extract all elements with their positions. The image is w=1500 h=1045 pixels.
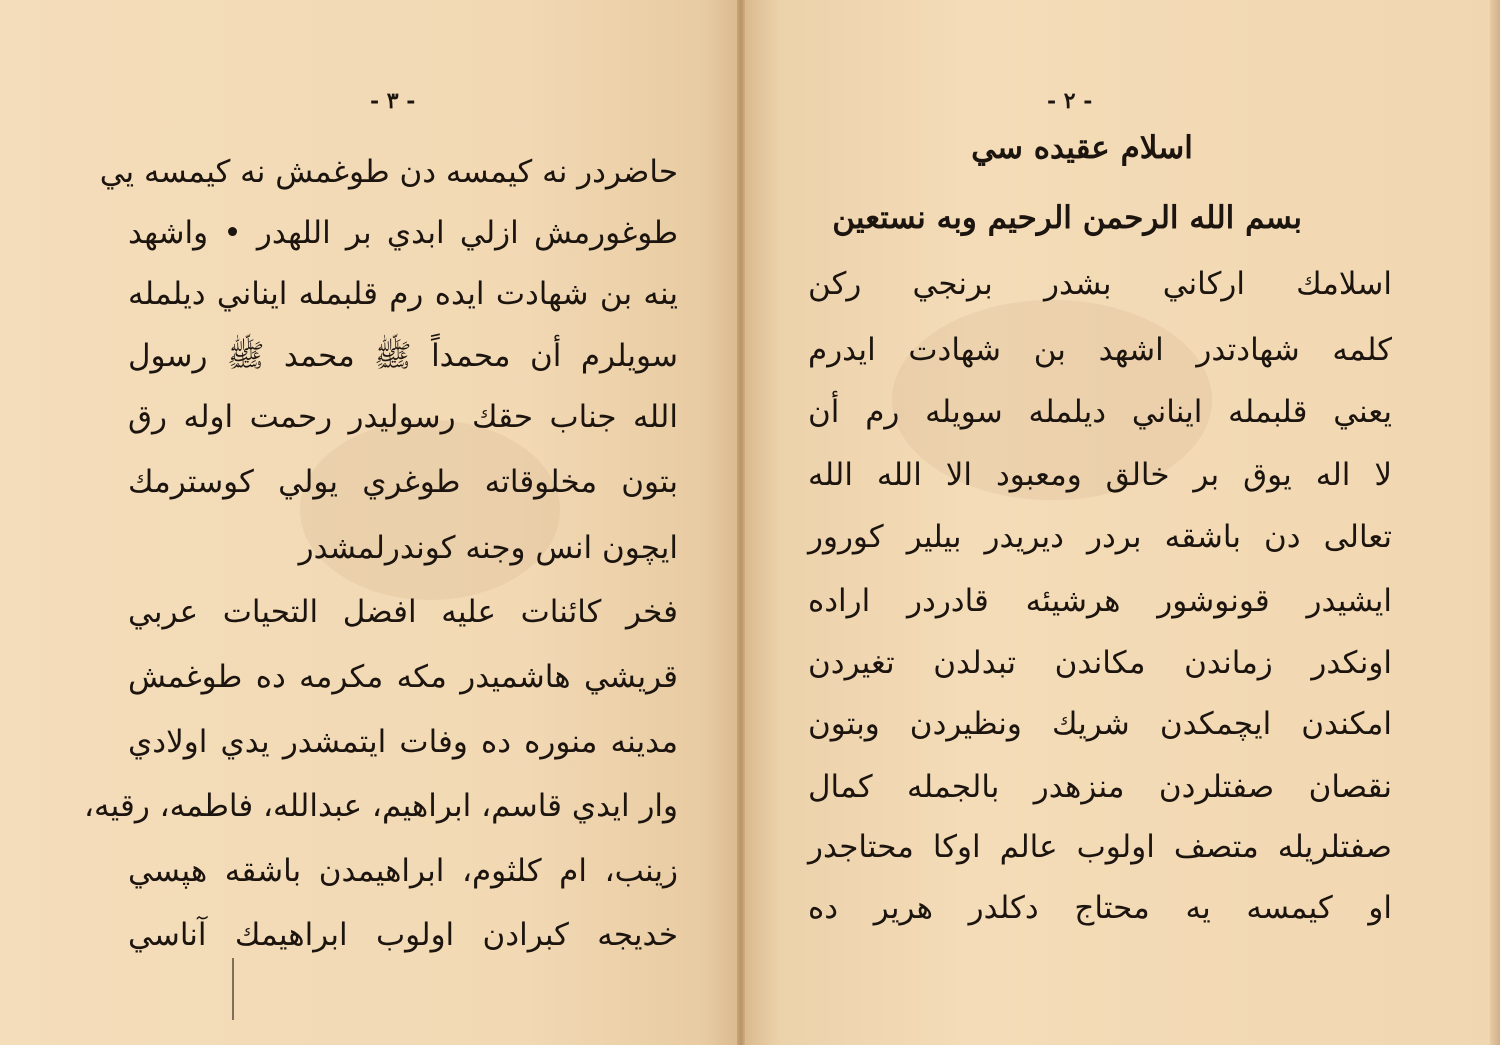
chapter-title: اسلام عقيده سي <box>971 130 1193 166</box>
text-line-right-7: اونكدر زماندن مكاندن تبدلدن تغيردن <box>808 645 1392 681</box>
book-gutter <box>737 0 745 1045</box>
pencil-mark <box>232 958 234 1020</box>
text-line-left-9: قريشي هاشميدر مكه مكرمه ده طوغمش <box>128 659 678 695</box>
text-line-left-3: ينه بن شهادت ايده رم قلبمله ايناني ديلمله <box>128 276 678 312</box>
text-line-left-11: وار ايدي قاسم، ابراهيم، عبدالله، فاطمه، رقيه، <box>84 788 678 824</box>
page-number-left: - ٣ - <box>370 88 416 114</box>
text-line-left-1: حاضردر نه كيمسه دن طوغمش نه كيمسه يي <box>99 154 678 190</box>
text-line-right-4: لا اله يوق بر خالق ومعبود الا الله الله <box>808 457 1392 493</box>
text-line-left-5: الله جناب حقك رسوليدر رحمت اوله رق <box>128 399 678 435</box>
text-line-left-2: طوغورمش ازلي ابدي بر اللهدر • واشهد <box>128 215 678 251</box>
text-line-right-9: نقصان صفتلردن منزهدر بالجمله كمال <box>808 769 1392 805</box>
text-line-left-13: خديجه كبرادن اولوب ابراهيمك آناسي <box>128 917 678 953</box>
right-page <box>742 0 1500 1045</box>
basmala: بسم الله الرحمن الرحيم وبه نستعين <box>832 200 1302 236</box>
text-line-left-7: ايچون انس وجنه كوندرلمشدر <box>298 530 678 566</box>
text-line-right-2: كلمه شهادتدر اشهد بن شهادت ايدرم <box>808 332 1392 368</box>
text-line-left-4: سويلرم أن محمداً ﷺ محمد ﷺ رسول <box>128 338 678 374</box>
text-line-left-6: بتون مخلوقاته طوغري يولي كوسترمك <box>128 464 678 500</box>
text-line-right-10: صفتلريله متصف اولوب عالم اوكا محتاجدر <box>808 829 1392 865</box>
text-line-right-1: اسلامك اركاني بشدر برنجي ركن <box>808 266 1392 302</box>
text-line-right-6: ايشيدر قونوشور هرشيئه قادردر اراده <box>808 583 1392 619</box>
paper-stain <box>300 420 560 600</box>
text-line-right-3: يعني قلبمله ايناني ديلمله سويله رم أن <box>808 394 1392 430</box>
text-line-left-12: زينب، ام كلثوم، ابراهيمدن باشقه هپسي <box>128 853 678 889</box>
text-line-right-11: او كيمسه يه محتاج دكلدر هرير ده <box>808 890 1392 926</box>
page-edge <box>1490 0 1500 1045</box>
text-line-right-8: امكندن ايچمكدن شريك ونظيردن وبتون <box>808 706 1392 742</box>
text-line-left-8: فخر كائنات عليه افضل التحيات عربي <box>128 594 678 630</box>
left-page <box>0 0 742 1045</box>
text-line-left-10: مدينه منوره ده وفات ايتمشدر يدي اولادي <box>128 724 678 760</box>
text-line-right-5: تعالى دن باشقه بردر ديريدر بيلير كورور <box>808 519 1392 555</box>
page-number-right: - ٢ - <box>1047 88 1093 114</box>
